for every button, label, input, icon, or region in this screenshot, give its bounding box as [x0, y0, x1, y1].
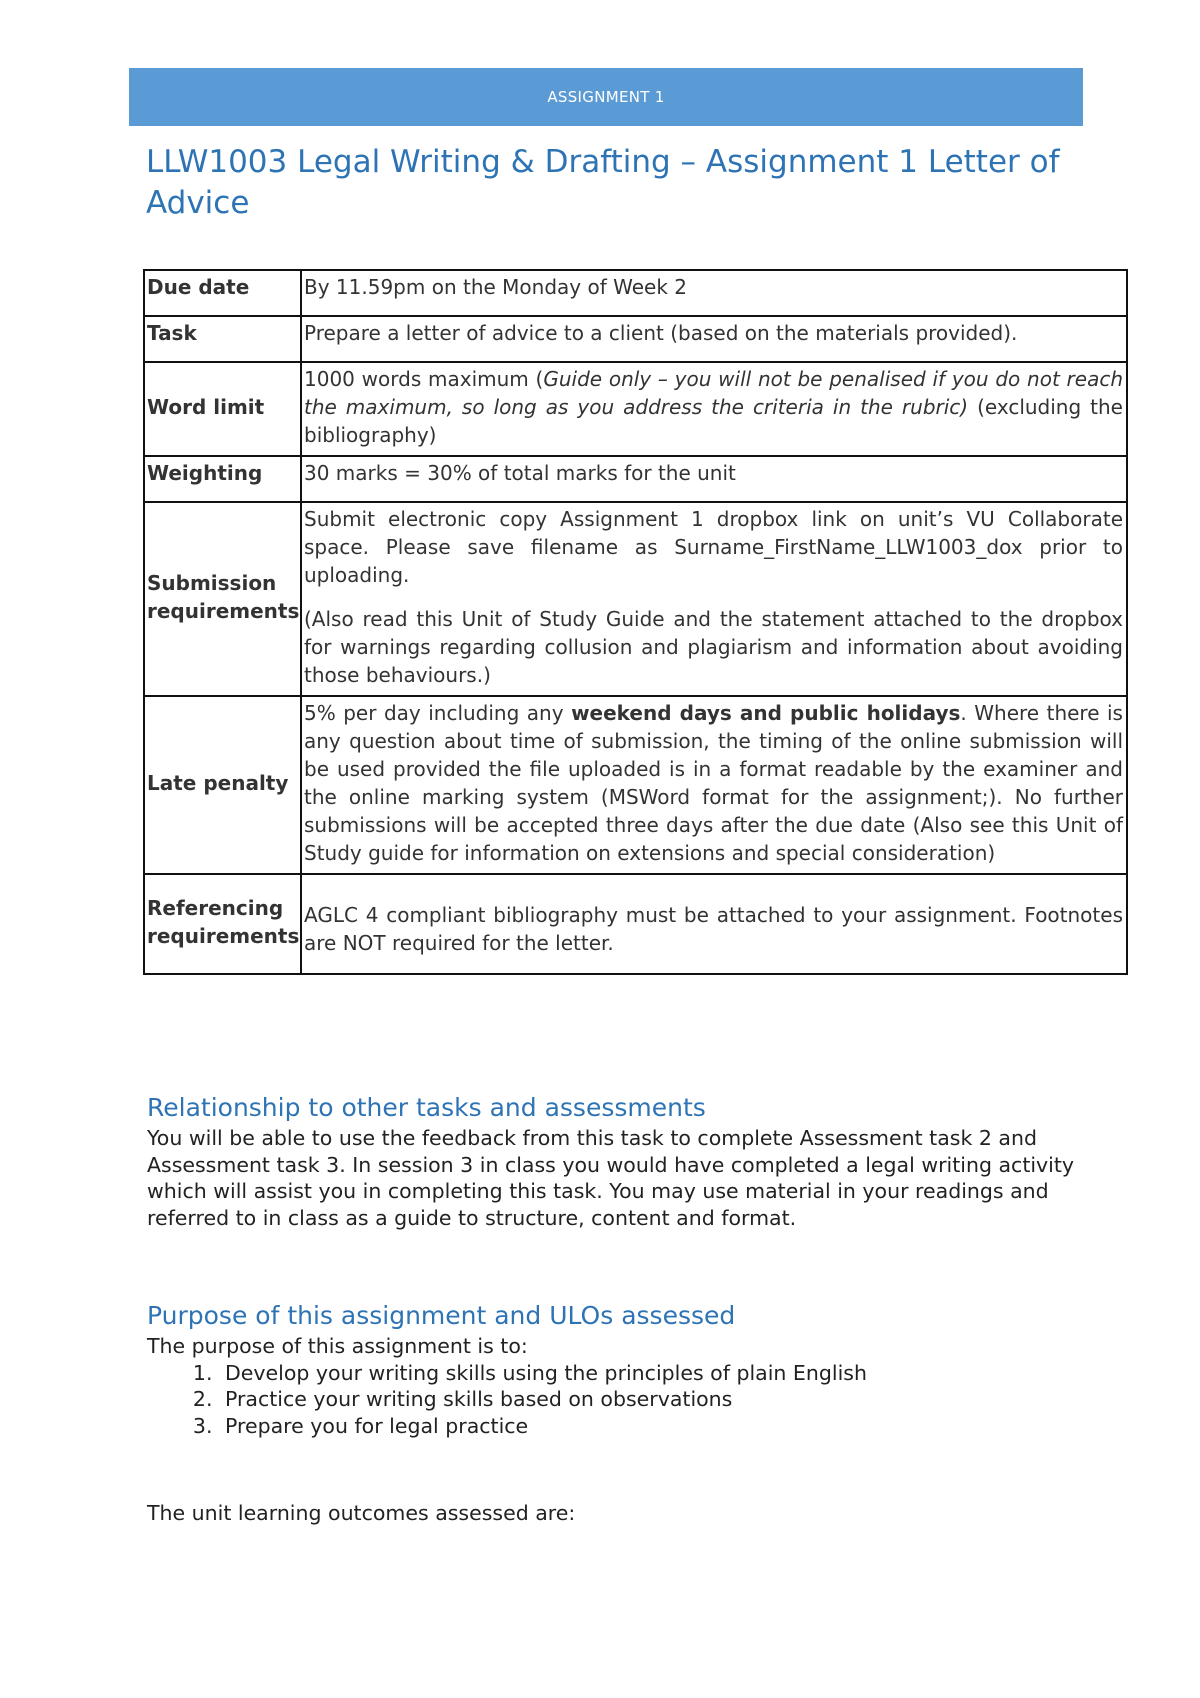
referencing-value: AGLC 4 compliant bibliography must be attached to your assignment. Footnotes are NOT required for the letter.	[301, 874, 1127, 974]
ulo-intro: The unit learning outcomes assessed are:	[147, 1501, 576, 1525]
referencing-label: Referencing requirements	[144, 874, 301, 974]
table-row-due-date	[144, 270, 1127, 316]
header-label: ASSIGNMENT 1	[547, 88, 665, 106]
due-date-label: Due date	[144, 270, 301, 316]
table-row-task	[144, 316, 1127, 362]
due-date-value: By 11.59pm on the Monday of Week 2	[301, 270, 1127, 316]
late-penalty-rate: 5% per day including any	[304, 701, 572, 725]
table-row-submission	[144, 502, 1127, 696]
table-row-referencing	[144, 874, 1127, 974]
task-label: Task	[144, 316, 301, 362]
purpose-list	[147, 1360, 1077, 1440]
word-limit-exclusion: (excluding the bibliography)	[304, 395, 1123, 447]
table-row-late-penalty	[144, 696, 1127, 874]
purpose-section	[147, 1333, 1077, 1439]
purpose-intro: The purpose of this assignment is to:	[147, 1334, 528, 1358]
table-row-word-limit	[144, 362, 1127, 456]
submission-label: Submission requirements	[144, 502, 301, 696]
relationship-body: You will be able to use the feedback from this task to complete Assessment task 2 and Assessment task 3. In session 3 in class you would have completed a legal writing activity which will assist you in completing this task. You may use material in your readings and referred to in class as a guide to structure, content and format.	[147, 1126, 1075, 1230]
weighting-value: 30 marks = 30% of total marks for the unit	[301, 456, 1127, 502]
submission-value	[301, 502, 1127, 696]
late-penalty-details: . Where there is any question about time of submission, the timing of the online submission will be used provided the file uploaded is in a format readable by the examiner and the online marking system (MSWord format for the assignment;). No further submissions will be accepted three days after the due date (Also see this Unit of Study guide for information on extensions and special consideration)	[304, 701, 1123, 865]
submission-instructions: Submit electronic copy Assignment 1 dropbox link on unit’s VU Collaborate space. Please save filename as Surname_FirstName_LLW1003_dox prior to uploading.	[304, 507, 1123, 587]
document-title: LLW1003 Legal Writing & Drafting – Assignment 1 Letter of Advice	[146, 144, 1060, 221]
assignment-details-table	[143, 269, 1128, 975]
late-penalty-label: Late penalty	[144, 696, 301, 874]
list-item: 2. Practice your writing skills based on observations	[219, 1386, 1077, 1413]
purpose-heading: Purpose of this assignment and ULOs assessed	[147, 1301, 736, 1330]
late-penalty-value	[301, 696, 1127, 874]
list-item: 3. Prepare you for legal practice	[219, 1413, 1077, 1440]
word-limit-value	[301, 362, 1127, 456]
list-item: 1. Develop your writing skills using the principles of plain English	[219, 1360, 1077, 1387]
table-row-weighting	[144, 456, 1127, 502]
word-limit-text: 1000 words maximum (	[304, 367, 544, 391]
submission-note: (Also read this Unit of Study Guide and the statement attached to the dropbox for warnings regarding collusion and plagiarism and information about avoiding those behaviours.)	[304, 607, 1123, 687]
late-penalty-emphasis: weekend days and public holidays	[571, 701, 961, 725]
task-value: Prepare a letter of advice to a client (based on the materials provided).	[301, 316, 1127, 362]
weighting-label: Weighting	[144, 456, 301, 502]
word-limit-guide-note: Guide only – you will not be penalised if you do not reach the maximum, so long as you address the criteria in the rubric)	[304, 367, 1123, 419]
relationship-heading: Relationship to other tasks and assessments	[147, 1093, 706, 1122]
word-limit-label: Word limit	[144, 362, 301, 456]
page-header-band	[129, 68, 1083, 126]
